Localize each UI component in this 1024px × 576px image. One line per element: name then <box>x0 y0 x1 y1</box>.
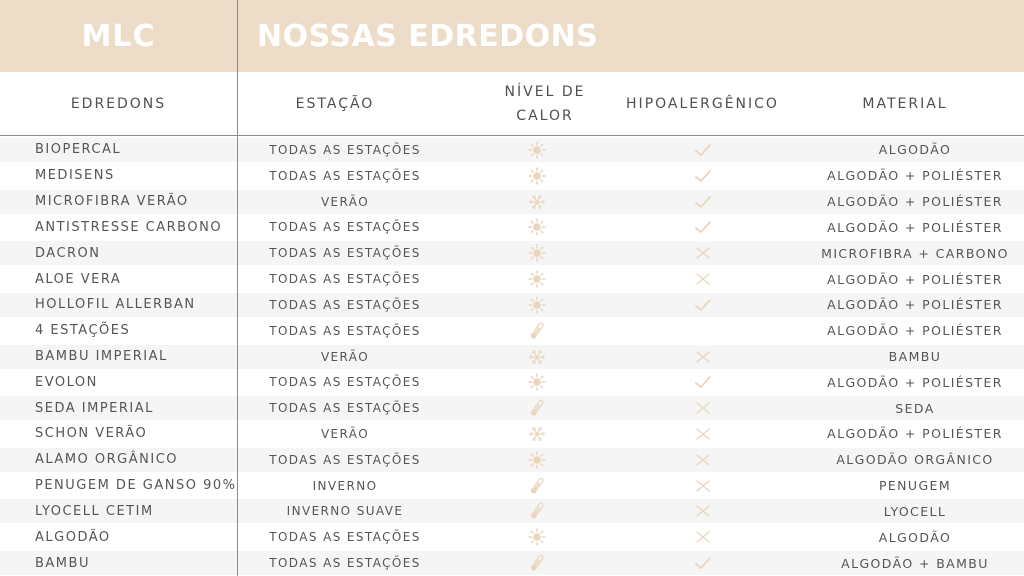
table-row <box>0 422 1024 446</box>
sun-icon <box>522 525 552 549</box>
material-value: ALGODÃO <box>878 142 952 158</box>
cross-icon <box>690 448 716 472</box>
check-icon <box>690 190 716 214</box>
material-value: SEDA <box>895 400 935 416</box>
edredom-name: BAMBU <box>35 555 90 571</box>
brand-logo: MLC <box>81 18 156 54</box>
edredom-name: EVOLON <box>35 374 98 390</box>
thermometer-icon <box>522 396 552 420</box>
edredons-table <box>0 137 1024 576</box>
estacao-value: TODAS AS ESTAÇÕES <box>269 272 421 287</box>
sun-icon <box>522 241 552 265</box>
table-row <box>0 551 1024 575</box>
material-value: ALGODÃO ORGÂNICO <box>836 452 994 468</box>
edredom-name: HOLLOFIL ALLERBAN <box>35 297 196 313</box>
edredom-name: MICROFIBRA VERÃO <box>35 194 189 210</box>
estacao-value: TODAS AS ESTAÇÕES <box>269 401 421 416</box>
material-value: ALGODÃO + POLIÉSTER <box>827 168 1003 184</box>
material-value: BAMBU <box>888 349 942 364</box>
estacao-value: TODAS AS ESTAÇÕES <box>269 142 421 157</box>
table-row <box>0 241 1024 265</box>
cross-icon <box>690 499 716 523</box>
material-value: ALGODÃO + POLIÉSTER <box>827 323 1003 339</box>
edredom-name: PENUGEM DE GANSO 90% <box>35 478 237 494</box>
table-row <box>0 396 1024 420</box>
check-icon <box>690 293 716 317</box>
edredom-name: LYOCELL CETIM <box>35 503 154 519</box>
sun-icon <box>522 267 552 291</box>
table-row <box>0 164 1024 188</box>
estacao-value: TODAS AS ESTAÇÕES <box>269 168 421 183</box>
check-icon <box>690 164 716 188</box>
table-row <box>0 370 1024 394</box>
sun-icon <box>522 370 552 394</box>
page-title: NOSSAS EDREDONS <box>257 18 599 54</box>
estacao-value: TODAS AS ESTAÇÕES <box>269 297 421 312</box>
sun-icon <box>522 138 552 162</box>
check-icon <box>690 370 716 394</box>
table-row <box>0 448 1024 472</box>
estacao-value: TODAS AS ESTAÇÕES <box>269 556 421 571</box>
column-header-nivel-line1: NÍVEL DE <box>504 84 586 100</box>
material-value: ALGODÃO <box>878 529 952 545</box>
table-row <box>0 267 1024 291</box>
cross-icon <box>690 241 716 265</box>
material-value: ALGODÃO + POLIÉSTER <box>827 297 1003 313</box>
edredom-name: ALGODÃO <box>35 529 111 545</box>
column-divider <box>237 0 238 576</box>
estacao-value: VERÃO <box>320 426 370 441</box>
check-icon <box>690 551 716 575</box>
edredom-name: MEDISENS <box>35 168 115 184</box>
cross-icon <box>690 267 716 291</box>
table-row <box>0 499 1024 523</box>
edredom-name: 4 ESTAÇÕES <box>35 323 131 339</box>
check-icon <box>690 215 716 239</box>
snowflake-icon <box>522 190 552 214</box>
edredom-name: ALAMO ORGÂNICO <box>35 452 179 468</box>
thermometer-icon <box>522 319 552 343</box>
estacao-value: INVERNO SUAVE <box>286 504 404 519</box>
edredom-name: SCHON VERÃO <box>35 426 148 442</box>
estacao-value: TODAS AS ESTAÇÕES <box>269 452 421 467</box>
material-value: ALGODÃO + POLIÉSTER <box>827 194 1003 210</box>
material-value: ALGODÃO + POLIÉSTER <box>827 374 1003 390</box>
cross-icon <box>690 396 716 420</box>
material-value: MICROFIBRA + CARBONO <box>821 245 1009 261</box>
material-value: ALGODÃO + BAMBU <box>841 555 989 571</box>
sun-icon <box>522 164 552 188</box>
snowflake-icon <box>522 422 552 446</box>
cross-icon <box>690 474 716 498</box>
column-header-estacao: ESTAÇÃO <box>295 96 375 112</box>
edredom-name: ANTISTRESSE CARBONO <box>35 219 223 235</box>
sun-icon <box>522 293 552 317</box>
snowflake-icon <box>522 345 552 369</box>
estacao-value: VERÃO <box>320 349 370 364</box>
estacao-value: TODAS AS ESTAÇÕES <box>269 220 421 235</box>
estacao-value: TODAS AS ESTAÇÕES <box>269 375 421 390</box>
edredom-name: BAMBU IMPERIAL <box>35 349 168 364</box>
header-divider <box>0 135 1024 136</box>
sun-icon <box>522 448 552 472</box>
table-row <box>0 319 1024 343</box>
column-header-nivel-de-calor <box>495 73 595 135</box>
cross-icon <box>690 345 716 369</box>
edredom-name: DACRON <box>35 245 101 261</box>
material-value: ALGODÃO + POLIÉSTER <box>827 426 1003 442</box>
material-value: PENUGEM <box>878 478 952 494</box>
cross-icon <box>690 422 716 446</box>
table-row <box>0 345 1024 369</box>
column-header-nivel-line2: CALOR <box>516 108 574 124</box>
table-row <box>0 474 1024 498</box>
edredom-name: SEDA IMPERIAL <box>35 400 154 416</box>
table-row <box>0 525 1024 549</box>
table-row <box>0 293 1024 317</box>
cross-icon <box>690 525 716 549</box>
material-value: ALGODÃO + POLIÉSTER <box>827 219 1003 235</box>
table-row <box>0 138 1024 162</box>
material-value: LYOCELL <box>883 503 947 519</box>
thermometer-icon <box>522 551 552 575</box>
estacao-value: TODAS AS ESTAÇÕES <box>269 246 421 261</box>
material-value: ALGODÃO + POLIÉSTER <box>827 271 1003 287</box>
edredom-name: BIOPERCAL <box>35 142 122 158</box>
column-header-hipoalergenico: HIPOALERGÊNICO <box>626 96 779 112</box>
thermometer-icon <box>522 474 552 498</box>
edredom-name: ALOE VERA <box>35 271 122 287</box>
sun-icon <box>522 215 552 239</box>
estacao-value: TODAS AS ESTAÇÕES <box>269 530 421 545</box>
check-icon <box>690 138 716 162</box>
column-header-material: MATERIAL <box>862 96 948 112</box>
column-header-edredons: EDREDONS <box>70 96 167 112</box>
table-row <box>0 215 1024 239</box>
thermometer-icon <box>522 499 552 523</box>
table-row <box>0 190 1024 214</box>
estacao-value: INVERNO <box>312 478 378 493</box>
estacao-value: VERÃO <box>320 194 370 209</box>
estacao-value: TODAS AS ESTAÇÕES <box>269 323 421 338</box>
